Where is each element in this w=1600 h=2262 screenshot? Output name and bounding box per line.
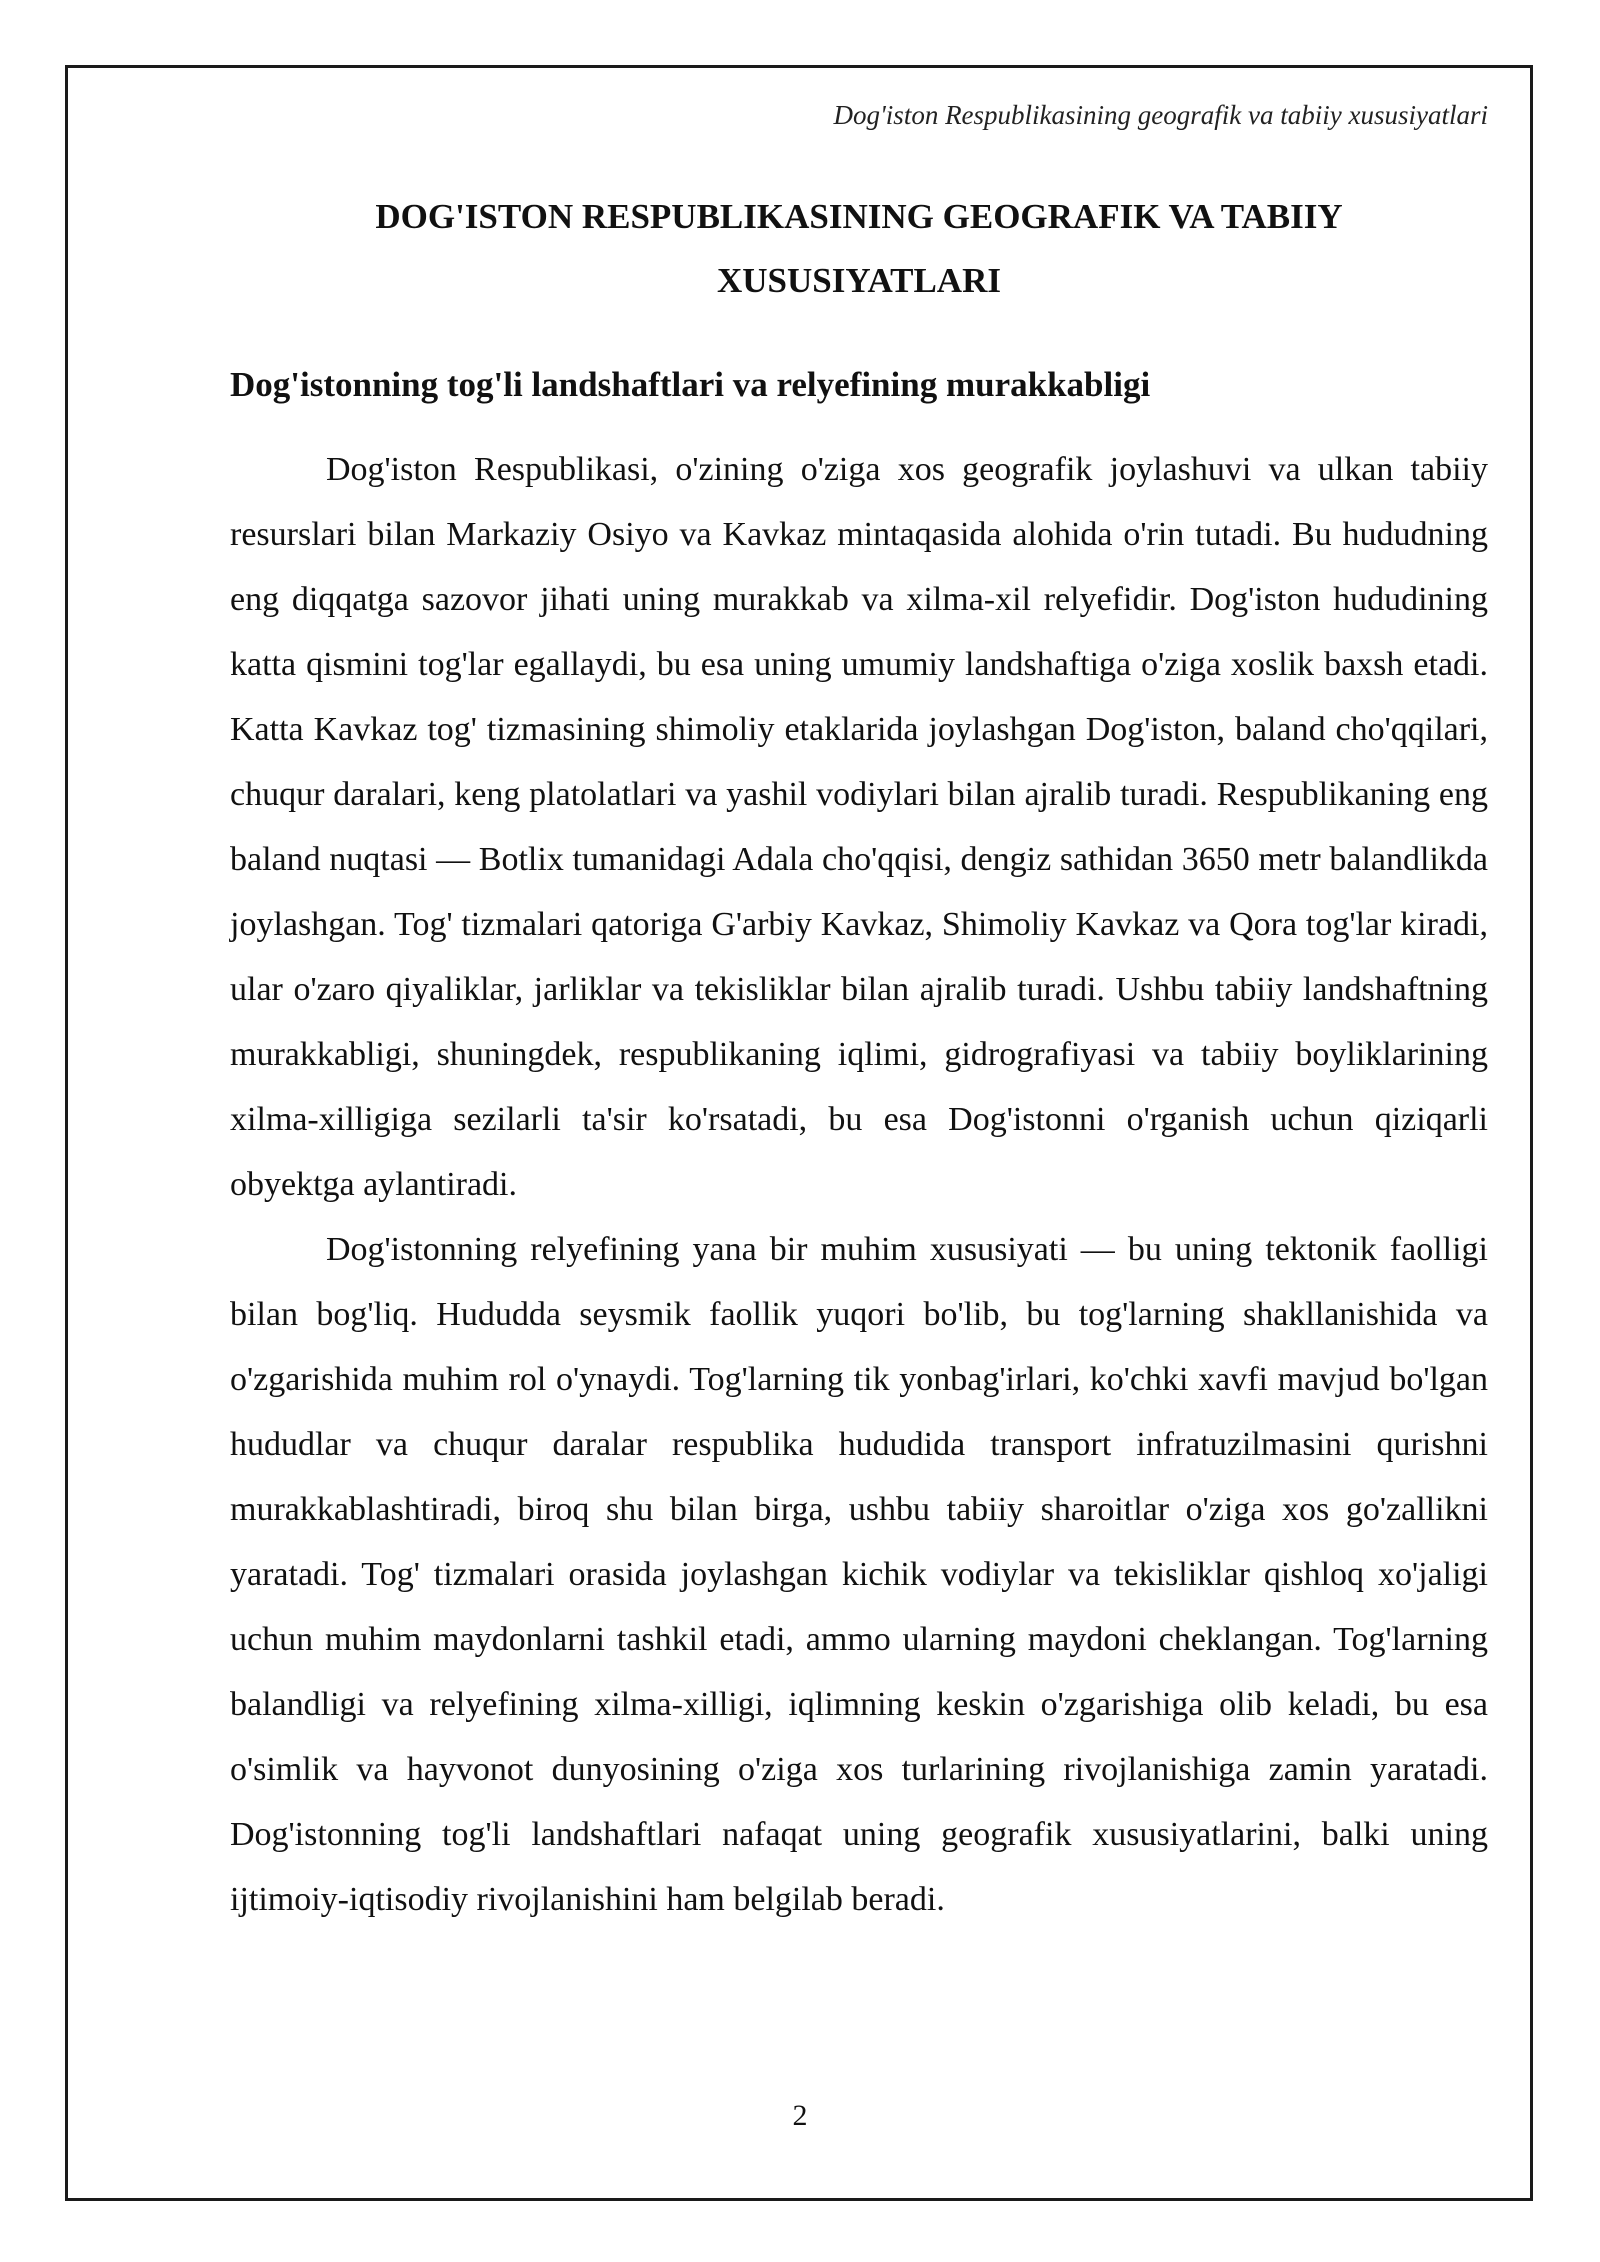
document-title-line-2: XUSUSIYATLARI	[717, 261, 1001, 300]
document-title-line-1: DOG'ISTON RESPUBLIKASINING GEOGRAFIK VA TABIIY	[375, 197, 1343, 236]
section-heading: Dog'istonning tog'li landshaftlari va relyefining murakkabligi	[230, 365, 1151, 404]
document-title	[230, 185, 1488, 313]
body-text	[230, 437, 1488, 1932]
running-header: Dog'iston Respublikasining geografik va tabiiy xususiyatlari	[833, 100, 1488, 130]
page-number: 2	[792, 2099, 808, 2132]
paragraph: Dog'iston Respublikasi, o'zining o'ziga xos geografik joylashuvi va ulkan tabiiy resurslari bilan Markaziy Osiyo va Kavkaz mintaqasida alohida o'rin tutadi. Bu hududning eng diqqatga sazovor jihati uning murakkab va xilma-xil relyefidir. Dog'iston hududining katta qismini tog'lar egallaydi, bu esa uning umumiy landshaftiga o'ziga xoslik baxsh etadi. Katta Kavkaz tog' tizmasining shimoliy etaklarida joylashgan Dog'iston, baland cho'qqilari, chuqur daralari, keng platolatlari va yashil vodiylari bilan ajralib turadi. Respublikaning eng baland nuqtasi — Botlix tumanidagi Adala cho'qqisi, dengiz sathidan 3650 metr balandlikda joylashgan. Tog' tizmalari qatoriga G'arbiy Kavkaz, Shimoliy Kavkaz va Qora tog'lar kiradi, ular o'zaro qiyaliklar, jarliklar va tekisliklar bilan ajralib turadi. Ushbu tabiiy landshaftning murakkabligi, shuningdek, respublikaning iqlimi, gidrografiyasi va tabiiy boyliklarining xilma-xilligiga sezilarli ta'sir ko'rsatadi, bu esa Dog'istonni o'rganish uchun qiziqarli obyektga aylantiradi.	[230, 451, 1488, 1203]
paragraph: Dog'istonning relyefining yana bir muhim xususiyati — bu uning tektonik faolligi bilan bog'liq. Hududda seysmik faollik yuqori bo'lib, bu tog'larning shakllanishida va o'zgarishida muhim rol o'ynaydi. Tog'larning tik yonbag'irlari, ko'chki xavfi mavjud bo'lgan hududlar va chuqur daralar respublika hududida transport infratuzilmasini qurishni murakkablashtiradi, biroq shu bilan birga, ushbu tabiiy sharoitlar o'ziga xos go'zallikni yaratadi. Tog' tizmalari orasida joylashgan kichik vodiylar va tekisliklar qishloq xo'jaligi uchun muhim maydonlarni tashkil etadi, ammo ularning maydoni cheklangan. Tog'larning balandligi va relyefining xilma-xilligi, iqlimning keskin o'zgarishiga olib keladi, bu esa o'simlik va hayvonot dunyosining o'ziga xos turlarining rivojlanishiga zamin yaratadi. Dog'istonning tog'li landshaftlari nafaqat uning geografik xususiyatlarini, balki uning ijtimoiy-iqtisodiy rivojlanishini ham belgilab beradi.	[230, 1231, 1488, 1918]
